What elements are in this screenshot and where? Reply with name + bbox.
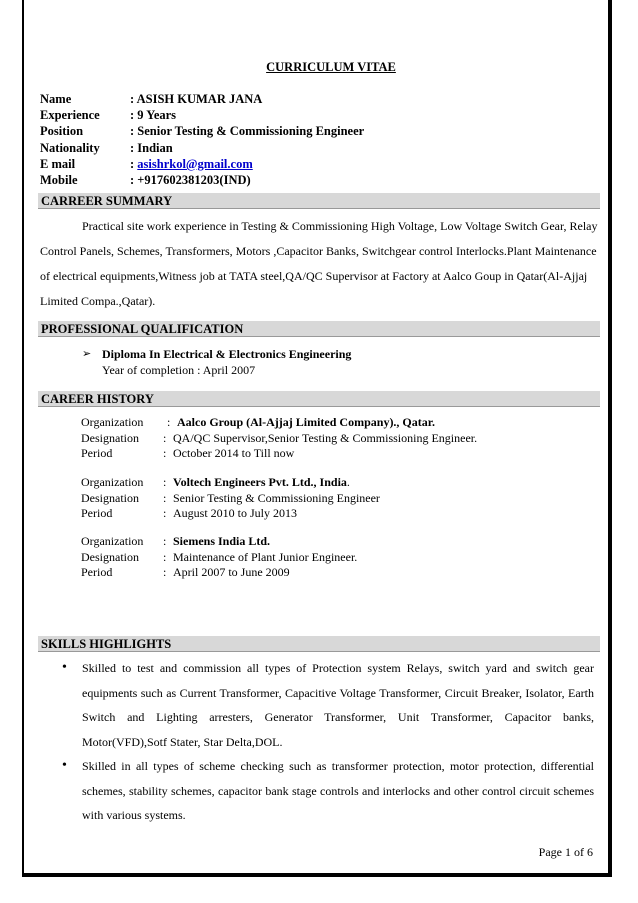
career-org: Aalco Group (Al-Ajjaj Limited Company)., Qatar.	[177, 415, 435, 429]
info-value: : Senior Testing & Commissioning Engineer	[130, 124, 365, 139]
career-colon: :	[163, 549, 167, 564]
section-header-summary: CARREER SUMMARY	[38, 193, 600, 209]
career-colon: :	[163, 490, 167, 505]
info-row-experience	[40, 107, 364, 123]
career-entry	[81, 415, 477, 462]
career-colon: :	[163, 430, 167, 445]
section-header-qualification: PROFESSIONAL QUALIFICATION	[38, 321, 600, 337]
career-period: October 2014 to Till now	[173, 446, 295, 460]
info-row-mobile	[40, 172, 364, 188]
career-label: Organization	[81, 475, 144, 489]
document-title: CURRICULUM VITAE	[266, 60, 396, 74]
career-entry	[81, 534, 357, 581]
page-number: Page 1 of 6	[538, 845, 593, 859]
career-designation: Maintenance of Plant Junior Engineer.	[173, 549, 358, 564]
career-colon: :	[163, 565, 167, 579]
list-item	[62, 656, 594, 754]
list-item	[62, 754, 594, 828]
info-colon: :	[130, 156, 138, 171]
arrow-bullet-icon: ➢	[82, 348, 92, 360]
career-label: Designation	[81, 549, 139, 564]
qualification-completion: Year of completion : April 2007	[102, 362, 256, 377]
career-colon: :	[163, 475, 167, 489]
info-row-nationality	[40, 140, 364, 156]
qualification-item	[82, 347, 352, 378]
info-row-name	[40, 91, 364, 107]
skill-text: Skilled in all types of scheme checking such as transformer protection, motor protection, differential schemes, stability schemes, capacitor bank stage controls and interlocks and other control circuit schemes with various systems.	[82, 759, 594, 822]
career-entry	[81, 475, 380, 522]
career-org-row	[81, 415, 477, 431]
career-org-row	[81, 534, 357, 550]
career-period-row	[81, 506, 380, 522]
section-header-history: CAREER HISTORY	[38, 391, 600, 407]
bullet-dot-icon: •	[62, 660, 67, 675]
career-designation: Senior Testing & Commissioning Engineer	[173, 490, 380, 505]
skills-list	[62, 656, 594, 828]
career-designation: QA/QC Supervisor,Senior Testing & Commissioning Engineer.	[173, 430, 478, 445]
info-row-email	[40, 156, 364, 172]
career-colon: :	[167, 415, 171, 429]
career-period-row	[81, 446, 477, 462]
career-designation-row	[81, 431, 477, 447]
qualification-degree: Diploma In Electrical & Electronics Engineering	[102, 347, 352, 361]
bullet-dot-icon: •	[62, 758, 67, 773]
personal-info	[40, 91, 364, 188]
info-label: Nationality	[40, 140, 100, 155]
career-label: Period	[81, 446, 113, 460]
career-org: Siemens India Ltd.	[173, 534, 271, 548]
info-label: Experience	[40, 108, 100, 123]
info-label: Mobile	[40, 173, 78, 188]
career-label: Designation	[81, 430, 139, 445]
info-value: : +917602381203(IND)	[130, 173, 251, 188]
career-label: Organization	[81, 415, 144, 429]
summary-text: Practical site work experience in Testing & Commissioning High Voltage, Low Voltage Switch Gear, Relay Control Panels, Schemes, Transformers, Motors ,Capacitor Banks, Switchgear control Interlocks.Plant Maintenance of electrical equipments,Witness job at TATA steel,QA/QC Supervisor at Factory at Aalco Goup in Qatar(Al-Ajjaj Limited Compa.,Qatar).	[40, 219, 598, 308]
info-value: : ASISH KUMAR JANA	[130, 92, 263, 106]
career-designation-row	[81, 491, 380, 507]
info-value	[130, 156, 253, 172]
info-value: : 9 Years	[130, 108, 177, 123]
info-label: E mail	[40, 156, 76, 171]
info-label: Position	[40, 124, 84, 139]
career-label: Organization	[81, 534, 144, 548]
career-org-row: Organization : Voltech Engineers Pvt. Ltd., India .	[81, 475, 350, 489]
info-label: Name	[40, 92, 72, 106]
career-designation-row	[81, 550, 357, 566]
career-period: August 2010 to July 2013	[173, 506, 298, 520]
career-label: Designation	[81, 490, 139, 505]
summary-paragraph	[40, 214, 600, 314]
email-link[interactable]: asishrkol@gmail.com	[137, 156, 253, 171]
career-label: Period	[81, 565, 113, 579]
info-value: : Indian	[130, 140, 173, 155]
career-period: April 2007 to June 2009	[173, 565, 290, 579]
info-row-position	[40, 123, 364, 139]
career-colon: :	[163, 446, 167, 460]
career-period-row	[81, 565, 357, 581]
section-header-skills: SKILLS HIGHLIGHTS	[38, 636, 600, 652]
career-colon: :	[163, 506, 167, 520]
career-colon: :	[163, 534, 167, 548]
career-label: Period	[81, 506, 113, 520]
skill-text: Skilled to test and commission all types of Protection system Relays, switch yard and switch gear equipments such as Current Transformer, Capacitive Voltage Transformer, Circuit Breaker, Isolator, Earth Switch and Lighting arresters, Generator Transformer, Unit Transformer, Capacitor banks, Motor(VFD),Sotf Stater, Star Delta,DOL.	[82, 661, 594, 749]
career-org: Voltech Engineers Pvt. Ltd., India	[173, 475, 347, 489]
